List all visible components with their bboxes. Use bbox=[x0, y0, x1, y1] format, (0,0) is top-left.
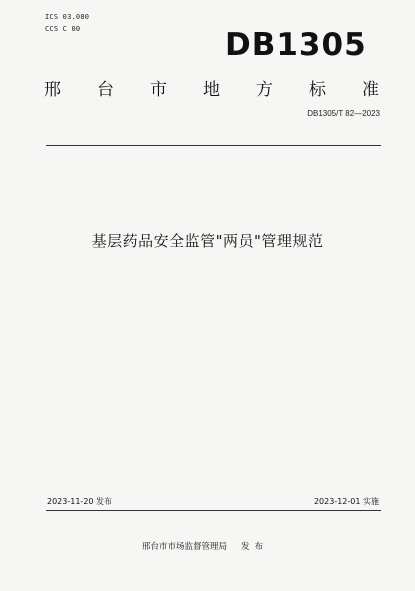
standard-code: DB1305/T 82—2023 bbox=[307, 109, 380, 118]
issue-date: 2023-11-20 发布 bbox=[47, 497, 113, 506]
standard-type-char: 地 bbox=[203, 80, 220, 100]
standard-type-char: 市 bbox=[150, 80, 167, 100]
publisher-line bbox=[142, 540, 268, 552]
implementation-date: 2023-12-01 实施 bbox=[313, 497, 379, 506]
ics-code: ICS 03.080 bbox=[45, 13, 90, 21]
standard-logo: DB1305 bbox=[225, 27, 367, 63]
ccs-code: CCS C 00 bbox=[45, 25, 81, 33]
standard-type-char: 邢 bbox=[44, 80, 61, 100]
standard-type-char: 台 bbox=[97, 80, 114, 100]
publisher-name: 邢台市市场监督管理局 bbox=[142, 542, 228, 552]
standard-type-char: 方 bbox=[256, 80, 273, 100]
bottom-divider bbox=[46, 510, 381, 511]
top-divider bbox=[46, 145, 381, 146]
standard-type-heading bbox=[44, 75, 379, 100]
publish-label: 发布 bbox=[241, 542, 269, 552]
standard-type-char: 准 bbox=[362, 80, 379, 100]
document-title: 基层药品安全监管"两员"管理规范 bbox=[91, 232, 324, 250]
standard-type-char: 标 bbox=[309, 80, 326, 100]
